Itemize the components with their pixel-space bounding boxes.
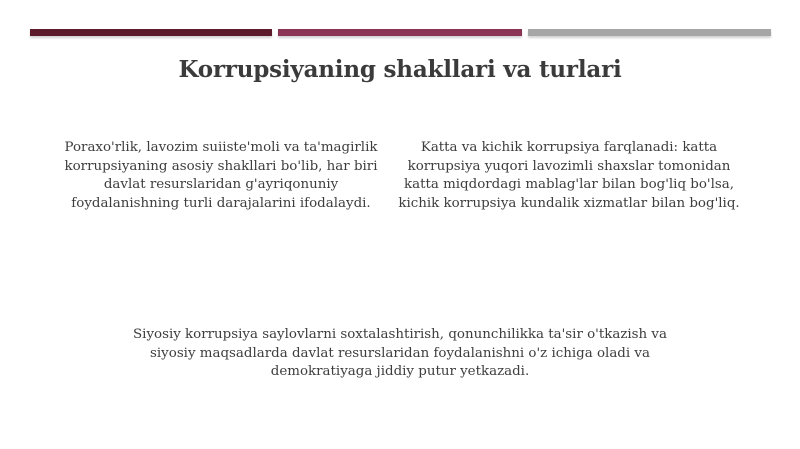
slide-title: Korrupsiyaning shakllari va turlari bbox=[178, 56, 622, 83]
header-accent-bars bbox=[0, 29, 800, 37]
right-paragraph: Katta va kichik korrupsiya farqlanadi: katta korrupsiya yuqori lavozimli shaxslar tomonidan katta miqdordagi mablag'lar bilan bog'liq bo'lsa, kichik korrupsiya kundalik xizmatlar bilan bog'liq. bbox=[398, 140, 740, 211]
accent-bar-dark-maroon bbox=[30, 29, 272, 36]
left-paragraph: Poraxo'rlik, lavozim suiiste'moli va ta'magirlik korrupsiyaning asosiy shakllari bo'lib, har biri davlat resurslaridan g'ayriqonuniy foydalanishning turli darajalarini ifodalaydi. bbox=[64, 140, 378, 211]
accent-bar-crimson bbox=[278, 29, 522, 36]
accent-bar-gray bbox=[528, 29, 771, 36]
bottom-paragraph: Siyosiy korrupsiya saylovlarni soxtalashtirish, qonunchilikka ta'sir o'tkazish va siyosiy maqsadlarda davlat resurslaridan foydalanishni o'z ichiga oladi va demokratiyaga jiddiy putur yetkazadi. bbox=[133, 327, 667, 380]
